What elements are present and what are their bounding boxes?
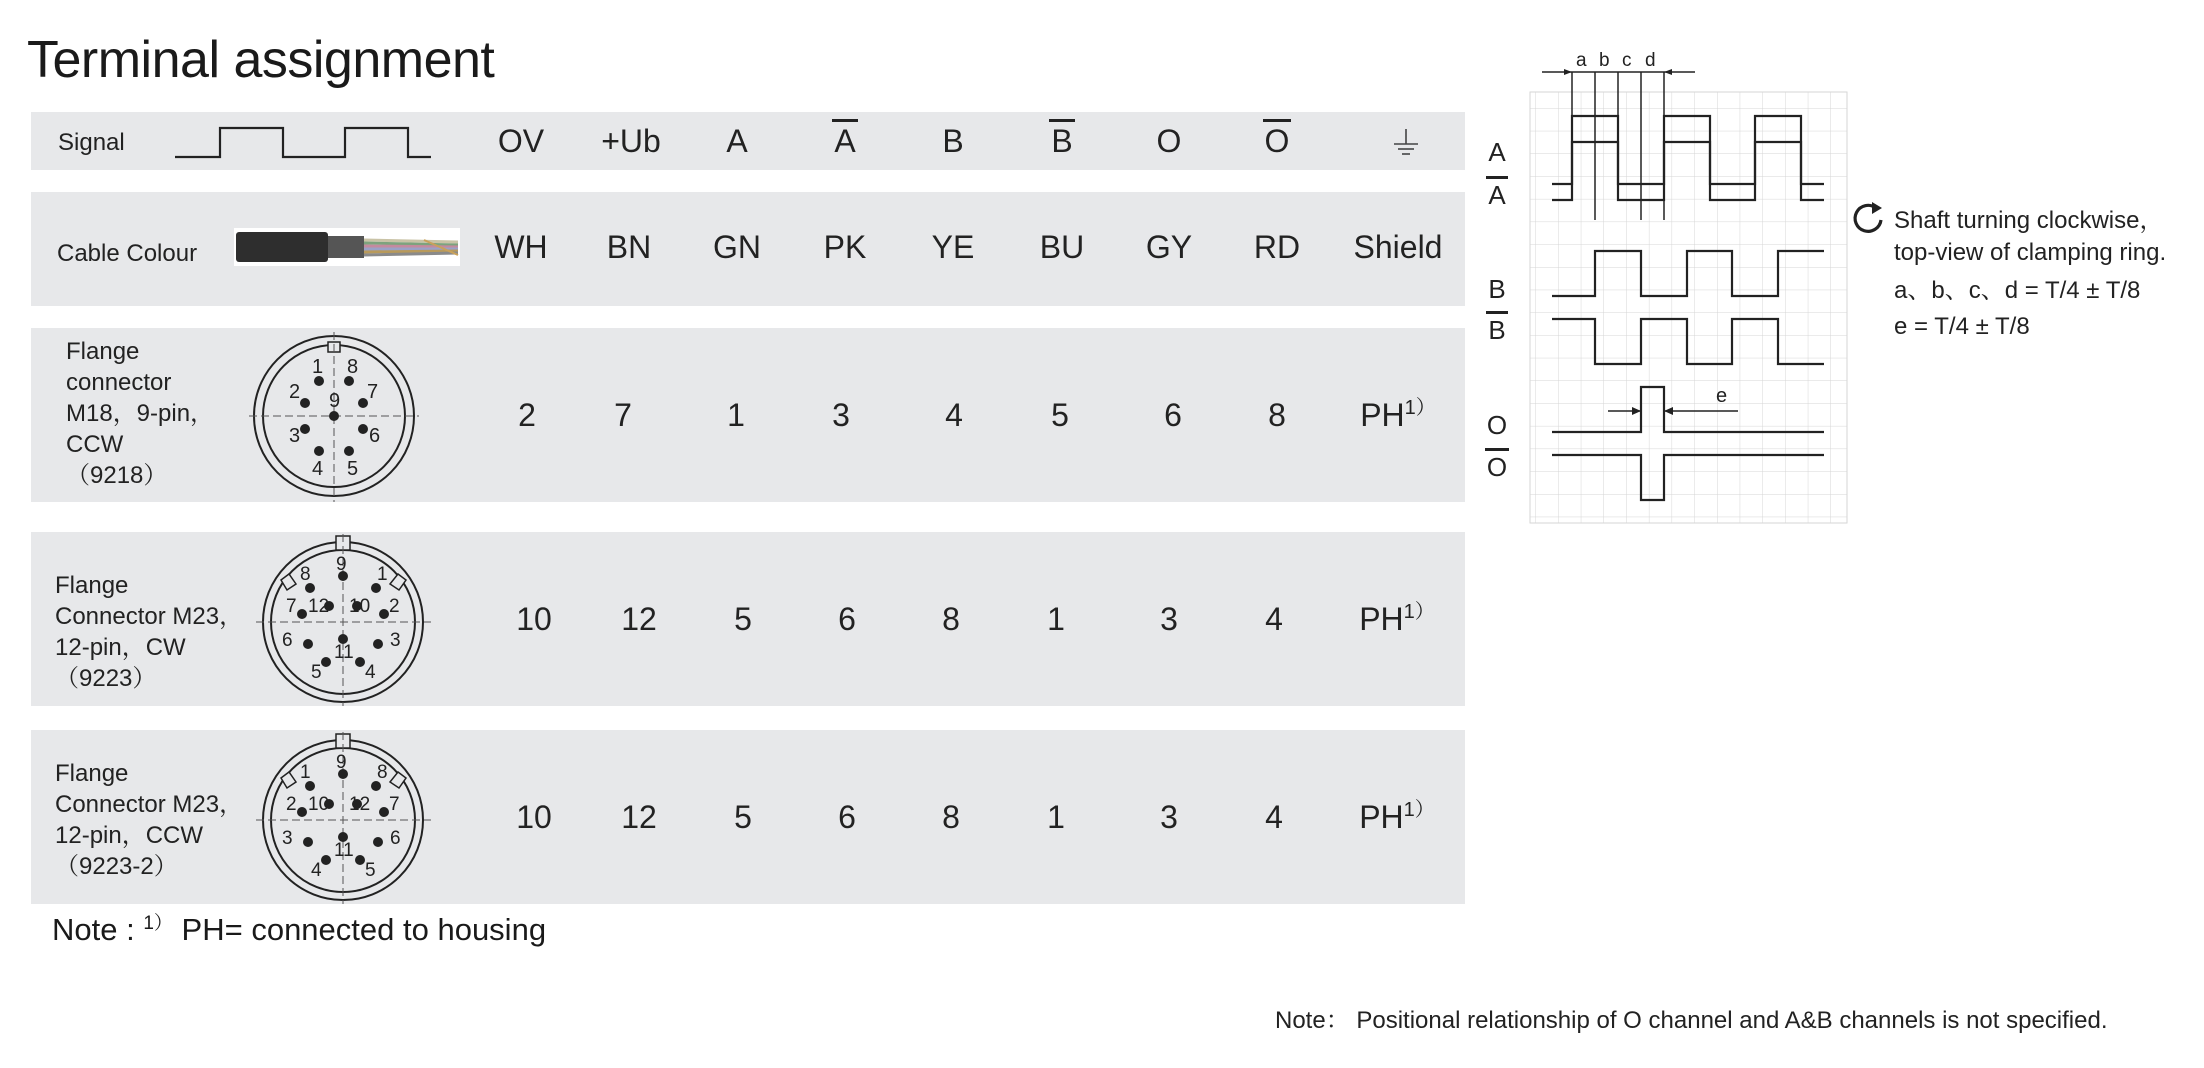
phase-label-c: c <box>1622 50 1632 71</box>
m23-ccw-ub: 12 <box>621 799 657 835</box>
m18-b-bar: 5 <box>1051 397 1069 433</box>
channel-label-a: A <box>1488 137 1506 167</box>
waveform-diagram <box>1490 40 1860 530</box>
m23-cw-o: 3 <box>1160 601 1178 637</box>
cable-wh: WH <box>494 229 548 265</box>
m18-a-bar: 3 <box>832 397 850 433</box>
m23-ccw-o-bar: 4 <box>1265 799 1283 835</box>
m18-pin-label: 4 <box>312 458 324 480</box>
cable-bu: BU <box>1039 229 1085 265</box>
m23-cw-pin-label: 4 <box>365 662 376 683</box>
phase-label-a: a <box>1576 50 1587 71</box>
cable-bn: BN <box>606 229 652 265</box>
m23-cw-row <box>31 532 1465 706</box>
m23-cw-b-bar: 1 <box>1047 601 1065 637</box>
col-a-bar: A <box>834 123 856 159</box>
m23-ccw-pin-label: 10 <box>308 794 330 815</box>
cable-shield: Shield <box>1353 229 1443 265</box>
signal-label: Signal <box>58 129 125 156</box>
square-wave-icon <box>173 125 433 161</box>
m23-ccw-pin-label: 4 <box>311 860 322 881</box>
phase-label-b: b <box>1599 50 1610 71</box>
channel-label-b: B <box>1488 274 1506 304</box>
channel-label-o-bar: O <box>1486 452 1508 482</box>
col-o-bar: O <box>1264 123 1290 159</box>
m23-cw-pin-label: 3 <box>390 630 401 651</box>
m18-o: 6 <box>1164 397 1182 433</box>
m23-ccw-pin-label: 3 <box>282 828 293 849</box>
cable-colour-label: Cable Colour <box>57 240 198 267</box>
m18-pin-label: 2 <box>289 381 301 403</box>
m18-0v: 2 <box>518 397 536 433</box>
m18-shield: $PH^{1)}$ <box>1360 397 1436 433</box>
m23-ccw-a: 5 <box>734 799 752 835</box>
m23-ccw-a-bar: 6 <box>838 799 856 835</box>
m18-a: 1 <box>727 397 745 433</box>
m23-cw-pin-label: 8 <box>300 564 311 585</box>
signal-row <box>31 112 1465 170</box>
m18-connector-pinout <box>249 332 419 502</box>
housing-footnote: Note : $^{1)}$ PH= connected to housing <box>52 912 547 947</box>
m18-row <box>31 328 1465 502</box>
m23-cw-pin-label: 1 <box>377 564 388 585</box>
m18-label: Flange connector M18，9-pin， CCW （9218） <box>66 338 215 489</box>
m23-cw-o-bar: 4 <box>1265 601 1283 637</box>
cable-pk: PK <box>823 229 867 265</box>
m23-cw-ub: 12 <box>621 601 657 637</box>
m23-cw-pin-label: 10 <box>349 596 371 617</box>
channel-label-a-bar: A <box>1488 180 1506 210</box>
m23-cw-pin-label: 5 <box>311 662 322 683</box>
m23-cw-pin-label: 11 <box>334 642 354 663</box>
m23-ccw-b-bar: 1 <box>1047 799 1065 835</box>
m23-ccw-pin-label: 6 <box>390 828 401 849</box>
m23-cw-connector-pinout <box>256 534 431 706</box>
m18-pin-label: 1 <box>312 356 324 378</box>
m18-pin-label: 8 <box>347 356 359 378</box>
phase-label-d: d <box>1645 50 1656 71</box>
m23-cw-0v: 10 <box>516 601 552 637</box>
m23-cw-pin-label: 6 <box>282 630 293 651</box>
channel-relationship-note: Note： Positional relationship of O channel and A&B channels is not specified. <box>1275 1007 2108 1034</box>
m23-ccw-pin-label: 9 <box>336 752 347 773</box>
m23-cw-pin-label: 2 <box>389 596 400 617</box>
m23-ccw-pin-label: 1 <box>300 762 311 783</box>
m23-ccw-pin-label: 7 <box>389 794 400 815</box>
m18-ub: 7 <box>614 397 632 433</box>
m18-b: 4 <box>945 397 963 433</box>
col-0v: OV <box>497 123 545 159</box>
m18-pin-label: 5 <box>347 458 359 480</box>
m23-cw-shield: $PH^{1)}$ <box>1359 601 1435 637</box>
channel-label-o: O <box>1486 410 1508 440</box>
m23-ccw-pin-label: 11 <box>334 840 354 861</box>
m23-ccw-0v: 10 <box>516 799 552 835</box>
m23-cw-pin-label: 12 <box>308 596 330 617</box>
cable-ye: YE <box>931 229 975 265</box>
col-b: B <box>942 123 964 159</box>
m18-pin-label: 9 <box>329 390 341 412</box>
m23-ccw-pin-label: 12 <box>349 794 371 815</box>
m23-cw-a: 5 <box>734 601 752 637</box>
m23-ccw-connector-pinout <box>256 732 431 904</box>
col-ub: +Ub <box>601 123 661 159</box>
cable-gn: GN <box>713 229 761 265</box>
col-b-bar: B <box>1051 123 1073 159</box>
m23-cw-b: 8 <box>942 601 960 637</box>
m18-o-bar: 8 <box>1268 397 1286 433</box>
cable-colour-row <box>31 192 1465 306</box>
m23-ccw-pin-label: 5 <box>365 860 376 881</box>
m23-cw-label: Flange Connector M23， 12-pin，CW （9223） <box>55 572 244 692</box>
page-title: Terminal assignment <box>27 31 495 89</box>
channel-label-b-bar: B <box>1488 315 1506 345</box>
col-a: A <box>726 123 748 159</box>
phase-tolerance-text <box>1894 275 2140 343</box>
e-tolerance: e = T/4 ± T/8 <box>1894 313 2030 340</box>
m23-cw-pin-label: 9 <box>336 554 347 575</box>
cable-rd: RD <box>1253 229 1301 265</box>
abcd-tolerance: a、b、c、d = T/4 ± T/8 <box>1894 277 2141 304</box>
m18-pin-label: 3 <box>289 425 301 447</box>
cable-icon <box>234 228 460 266</box>
m23-cw-a-bar: 6 <box>838 601 856 637</box>
m23-ccw-label: Flange Connector M23， 12-pin，CCW （9223-2） <box>55 760 244 880</box>
m23-ccw-shield: $PH^{1)}$ <box>1359 799 1435 835</box>
m18-pin-label: 6 <box>369 425 381 447</box>
m23-ccw-row <box>31 730 1465 904</box>
m23-ccw-b: 8 <box>942 799 960 835</box>
pulse-label-e: e <box>1716 385 1728 407</box>
m23-ccw-pin-label: 2 <box>286 794 297 815</box>
col-o: O <box>1156 123 1182 159</box>
m23-cw-pin-label: 7 <box>286 596 297 617</box>
m23-ccw-pin-label: 8 <box>377 762 388 783</box>
m23-ccw-o: 3 <box>1160 799 1178 835</box>
clockwise-rotation-icon <box>1850 200 1886 236</box>
ground-icon <box>1391 128 1421 158</box>
cable-gy: GY <box>1145 229 1193 265</box>
shaft-direction-text: Shaft turning clockwise， top-view of clamping ring. <box>1894 207 2167 266</box>
m18-pin-label: 7 <box>367 381 379 403</box>
